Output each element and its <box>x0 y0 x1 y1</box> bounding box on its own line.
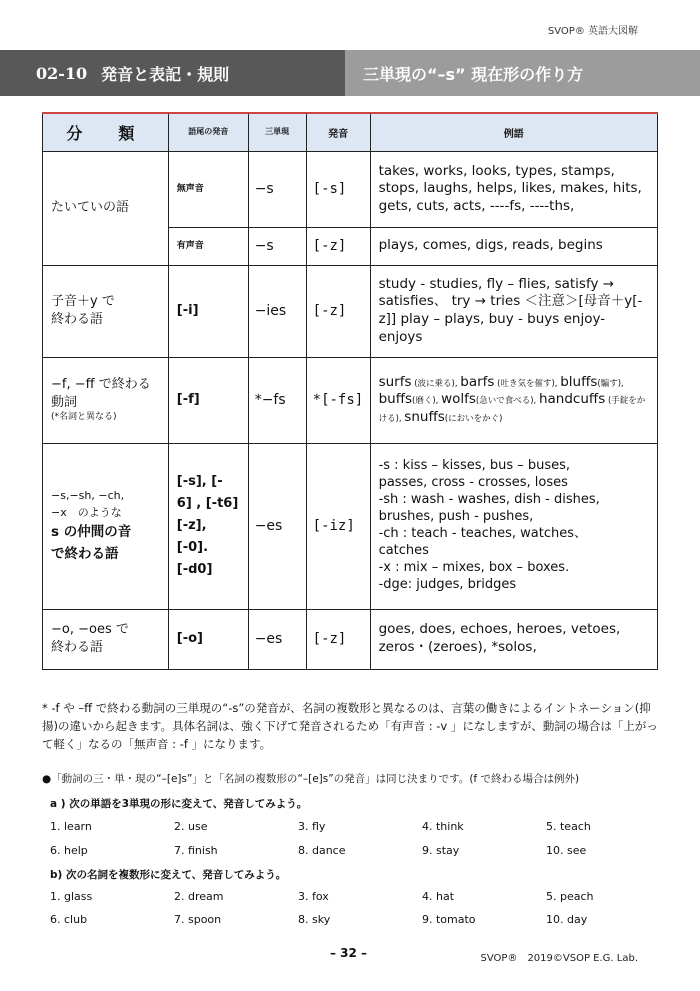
ending-line: 6] , [-t6] <box>176 495 239 511</box>
header-ending: 語尾の発音 <box>168 113 248 151</box>
category-line: で終わる語 <box>51 545 119 562</box>
exercise-item: 2. use <box>174 820 208 833</box>
category-note: (*名詞と異なる) <box>51 412 117 423</box>
exercise-item: 8. dance <box>298 844 346 857</box>
example-line: -s : kiss – kisses, bus – buses, <box>378 458 571 474</box>
exercise-item: 5. peach <box>546 890 594 903</box>
example-line: brushes, push - pushes, <box>378 509 534 525</box>
example-word: handcuffs <box>538 391 606 408</box>
example-note: (においをかぐ) <box>444 413 503 424</box>
table-row <box>43 357 658 443</box>
exercise-a-row <box>50 844 670 857</box>
category-line: 終わる語 <box>51 640 104 655</box>
header-category: 分 類 <box>43 113 169 151</box>
ending-cell: [-i] <box>168 265 248 357</box>
header-brand: SVOP® 英語大図解 <box>547 26 638 37</box>
exercise-item: 8. sky <box>298 913 331 926</box>
example-line: -x : mix – mixes, box – boxes. <box>378 559 570 575</box>
category-line: s の仲間の音 <box>51 524 132 540</box>
category-line: −x のような <box>51 506 122 520</box>
example-line: -dge: judges, bridges <box>378 576 517 592</box>
examples-cell <box>370 357 657 443</box>
exercise-b-title: b) 次の名詞を複数形に変えて、発音してみよう。 <box>50 869 287 881</box>
table-row <box>43 265 658 357</box>
ending-cell: [-f] <box>168 357 248 443</box>
exercise-a-title: a ) 次の単語を3単現の形に変えて、発音してみよう。 <box>50 798 308 810</box>
category-line: −s,−sh, −ch, <box>51 488 125 502</box>
ending-cell: 無声音 <box>168 151 248 227</box>
example-note: (磨く), <box>412 396 442 407</box>
table-row <box>43 443 658 609</box>
exercise-a-row <box>50 820 670 833</box>
example-line: catches <box>378 542 429 558</box>
example-line: -sh : wash - washes, dish - dishes, <box>378 492 600 508</box>
exercise-item: 6. club <box>50 913 88 926</box>
title-bar <box>0 50 700 96</box>
exercise-item: 9. tomato <box>422 913 476 926</box>
table-row <box>43 151 658 227</box>
suffix-cell: −s <box>248 151 306 227</box>
suffix-cell: −ies <box>248 265 306 357</box>
rule-text: ●「動詞の三・単・現の“–[e]s”」と「名詞の複数形の“–[e]s”の発音」は同じ決まりです。(f で終わる場合は例外) <box>42 773 580 785</box>
exercise-b-row <box>50 913 670 926</box>
category-cell <box>43 265 169 357</box>
exercise-item: 10. see <box>546 844 587 857</box>
header-third-person: 三単現 <box>248 113 306 151</box>
exercise-item: 4. think <box>422 820 464 833</box>
category-line: −f, −ff で終わる <box>51 377 151 393</box>
ending-line: [-z], [-0]. <box>176 517 209 556</box>
example-note: (急いで食べる), <box>475 396 539 407</box>
exercise-item: 1. glass <box>50 890 93 903</box>
exercise-item: 10. day <box>546 913 588 926</box>
header-examples: 例語 <box>370 113 657 151</box>
example-line: -ch : teach - teaches, watches、 <box>378 526 588 541</box>
topic-title: 三単現の“–s” 現在形の作り方 <box>345 50 700 96</box>
exercise-item: 1. learn <box>50 820 92 833</box>
pron-cell: [-z] <box>306 265 370 357</box>
exercise-item: 3. fox <box>298 890 329 903</box>
suffix-cell: −es <box>248 443 306 609</box>
suffix-cell: −es <box>248 609 306 669</box>
pron-cell: [-iz] <box>306 443 370 609</box>
section-number: 02-10 <box>36 63 88 83</box>
example-word: wolfs <box>441 391 476 408</box>
copyright: SVOP® 2019©VSOP E.G. Lab. <box>480 953 638 964</box>
example-note: (吐き気を催す), <box>494 378 561 389</box>
table-header-row <box>43 113 658 151</box>
ending-cell: [-o] <box>168 609 248 669</box>
exercise-b-row <box>50 890 670 903</box>
section-title: 発音と表記・規則 <box>101 64 230 84</box>
footnote: * -f や –ff で終わる動詞の三単現の“-s”の発音が、名詞の複数形と異なるのは、言葉の働きによるイントネーション(抑揚)の違いから起きます。具体名詞は、強く下げて発音されるため「有声音 : -v 」になしますが、動詞の場合は「上がって軽く」なるの「無声音 : -f 」になります。 <box>42 701 658 751</box>
examples-cell: takes, works, looks, types, stamps, stops, laughs, helps, likes, makes, hits, gets, cuts, acts, ----fs, ----ths, <box>370 151 657 227</box>
pron-cell: [-z] <box>306 609 370 669</box>
exercise-item: 5. teach <box>546 820 591 833</box>
exercise-item: 6. help <box>50 844 88 857</box>
category-line: 子音＋y で <box>51 294 115 310</box>
pron-cell: [-s] <box>306 151 370 227</box>
category-cell <box>43 443 169 609</box>
examples-cell: plays, comes, digs, reads, begins <box>370 227 657 265</box>
example-word: barfs <box>460 373 495 390</box>
ending-line: [-d0] <box>176 562 213 578</box>
examples-cell: study - studies, fly – flies, satisfy → satisfies、 try → tries ＜注意＞[母音＋y[-z]] play – plays, buy - buys enjoy- enjoys <box>370 265 657 357</box>
table-row <box>43 609 658 669</box>
examples-cell: goes, does, echoes, heroes, vetoes, zeros・(zeroes), *solos, <box>370 609 657 669</box>
page-number: – 32 – <box>330 946 368 960</box>
exercise-item: 4. hat <box>422 890 455 903</box>
example-word: snuffs <box>404 408 445 425</box>
exercise-item: 7. finish <box>174 844 218 857</box>
ending-line: [-s], [- <box>176 473 223 489</box>
category-line: 動詞 <box>51 394 78 410</box>
example-note: (波に乗る), <box>411 378 461 389</box>
ending-cell: 有声音 <box>168 227 248 265</box>
ending-cell <box>168 443 248 609</box>
example-word: bluffs <box>560 373 598 390</box>
category-cell <box>43 357 169 443</box>
example-word: surfs <box>378 373 412 390</box>
pron-cell: *[-fs] <box>306 357 370 443</box>
example-note: (騙す), <box>597 378 624 389</box>
category-line: 終わる語 <box>51 312 104 327</box>
category-cell <box>43 609 169 669</box>
header-pronunciation: 発音 <box>306 113 370 151</box>
exercise-item: 9. stay <box>422 844 460 857</box>
examples-cell <box>370 443 657 609</box>
category-line: −o, −oes で <box>51 622 129 638</box>
example-word: buffs <box>378 391 413 408</box>
exercise-item: 7. spoon <box>174 913 222 926</box>
example-line: passes, cross - crosses, loses <box>378 475 568 491</box>
example-note: (手錠をかける), <box>378 396 646 424</box>
title-left <box>0 50 345 96</box>
exercise-item: 2. dream <box>174 890 224 903</box>
exercise-item: 3. fly <box>298 820 326 833</box>
pron-cell: [-z] <box>306 227 370 265</box>
suffix-cell: −s <box>248 227 306 265</box>
rules-table <box>42 112 658 670</box>
category-cell: たいていの語 <box>43 151 169 265</box>
suffix-cell: *−fs <box>248 357 306 443</box>
